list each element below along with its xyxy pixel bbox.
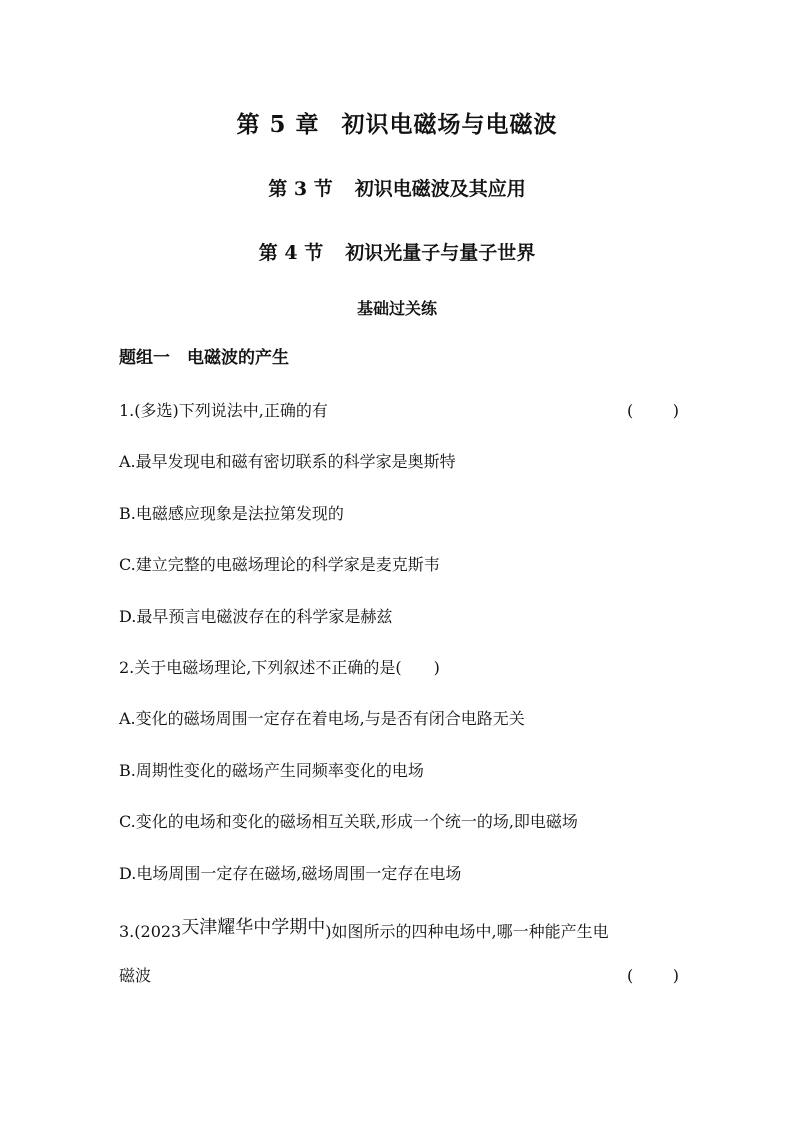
answer-blank: ( ) xyxy=(627,966,679,985)
question-2-option-b: B.周期性变化的磁场产生同频率变化的电场 xyxy=(119,761,424,780)
section-4-heading xyxy=(0,238,794,265)
section-3-heading xyxy=(0,174,794,201)
chapter-number: 第 5 章 xyxy=(236,111,320,138)
question-2-stem: 2.关于电磁场理论,下列叙述不正确的是( ) xyxy=(119,658,440,677)
answer-blank: ( ) xyxy=(627,401,679,420)
question-2-option-c: C.变化的电场和变化的磁场相互关联,形成一个统一的场,即电磁场 xyxy=(119,812,578,831)
question-1-option-d: D.最早预言电磁波存在的科学家是赫兹 xyxy=(119,607,393,626)
exercise-title: 基础过关练 xyxy=(356,299,437,318)
section-4-title: 初识光量子与量子世界 xyxy=(345,242,536,264)
question-3-source: 天津耀华中学期中 xyxy=(181,917,326,938)
question-2-option-d: D.电场周围一定存在磁场,磁场周围一定存在电场 xyxy=(119,864,462,883)
question-3-stem-continued: 磁波 xyxy=(119,966,152,985)
section-3-title: 初识电磁波及其应用 xyxy=(354,178,526,200)
section-4-number: 第 4 节 xyxy=(258,242,324,264)
question-2-option-a: A.变化的磁场周围一定存在着电场,与是否有闭合电路无关 xyxy=(119,709,525,728)
chapter-title: 初识电磁场与电磁波 xyxy=(341,111,558,138)
question-1-option-a: A.最早发现电和磁有密切联系的科学家是奥斯特 xyxy=(119,452,456,471)
group-1-title: 题组一 电磁波的产生 xyxy=(119,348,289,368)
question-1-stem xyxy=(119,401,679,421)
question-1-option-b: B.电磁感应现象是法拉第发现的 xyxy=(119,504,344,523)
question-1-text: 1.(多选)下列说法中,正确的有 xyxy=(119,401,328,420)
question-3-stem-line-2 xyxy=(119,966,679,986)
question-3-suffix: )如图所示的四种电场中,哪一种能产生电 xyxy=(325,922,609,941)
section-3-number: 第 3 节 xyxy=(268,178,333,200)
question-3-prefix: 3.(2023 xyxy=(119,922,182,941)
question-1-option-c: C.建立完整的电磁场理论的科学家是麦克斯韦 xyxy=(119,555,440,574)
chapter-heading xyxy=(0,106,794,139)
question-3-stem xyxy=(119,917,679,942)
